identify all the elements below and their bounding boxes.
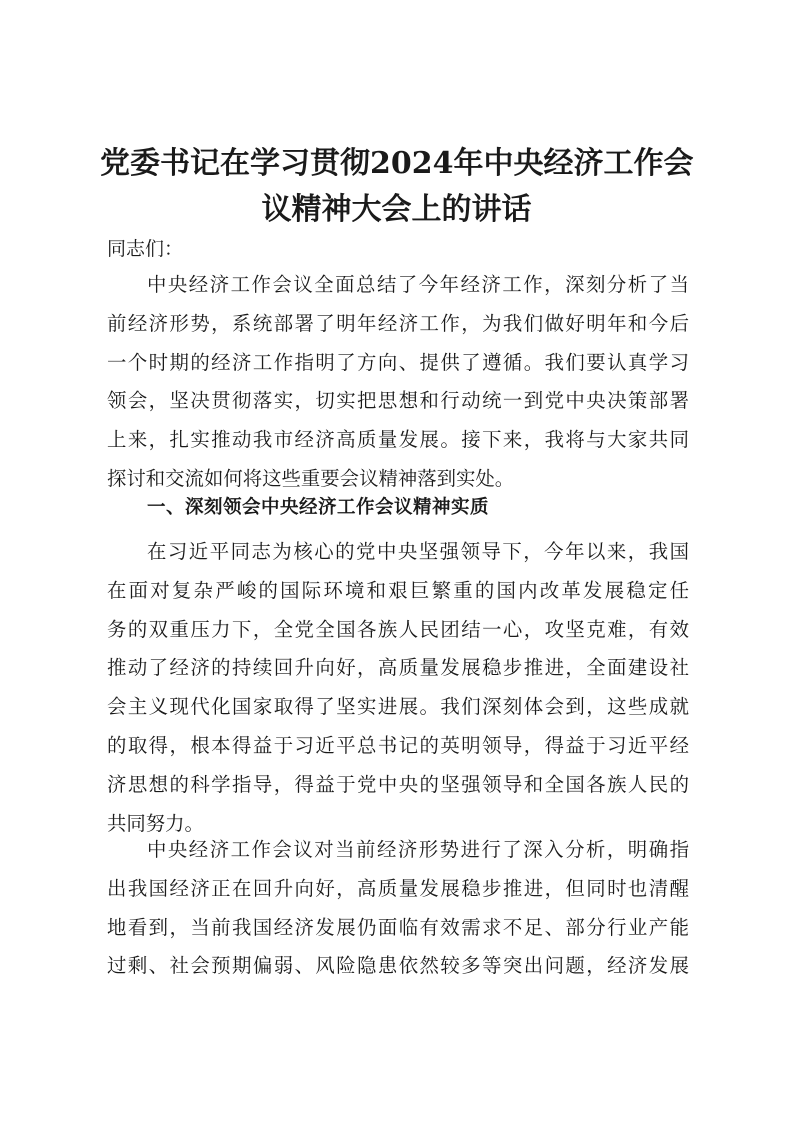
paragraph-line: 出我国经济正在回升向好，高质量发展稳步推进，但同时也清醒 <box>107 876 689 900</box>
paragraph-line: 推动了经济的持续回升向好，高质量发展稳步推进，全面建设社 <box>107 656 689 680</box>
paragraph-line: 济思想的科学指导，得益于党中央的坚强领导和全国各族人民的 <box>107 772 689 796</box>
paragraph-line: 前经济形势，系统部署了明年经济工作，为我们做好明年和今后 <box>107 311 689 335</box>
paragraph-line: 的取得，根本得益于习近平总书记的英明领导，得益于习近平经 <box>107 733 689 757</box>
document-title-line-2: 议精神大会上的讲话 <box>261 192 532 227</box>
salutation: 同志们： <box>107 238 184 260</box>
section-heading: 一、深刻领会中央经济工作会议精神实质 <box>147 497 490 518</box>
paragraph-line: 探讨和交流如何将这些重要会议精神落到实处。 <box>107 466 515 490</box>
paragraph-line: 地看到，当前我国经济发展仍面临有效需求不足、部分行业产能 <box>107 915 689 939</box>
paragraph-line: 共同努力。 <box>107 811 204 835</box>
paragraph-line: 务的双重压力下，全党全国各族人民团结一心，攻坚克难，有效 <box>107 617 689 641</box>
paragraph-line: 会主义现代化国家取得了坚实进展。我们深刻体会到，这些成就 <box>107 695 689 719</box>
paragraph-line: 中央经济工作会议对当前经济形势进行了深入分析，明确指 <box>147 838 689 861</box>
paragraph-2 <box>107 533 689 843</box>
paragraph-1 <box>107 266 689 499</box>
paragraph-line: 一个时期的经济工作指明了方向、提供了遵循。我们要认真学习 <box>107 350 689 374</box>
paragraph-line: 在面对复杂严峻的国际环境和艰巨繁重的国内改革发展稳定任 <box>107 578 689 602</box>
paragraph-line: 中央经济工作会议全面总结了今年经济工作，深刻分析了当 <box>147 273 689 296</box>
paragraph-line: 上来，扎实推动我市经济高质量发展。接下来，我将与大家共同 <box>107 428 689 452</box>
paragraph-line: 领会，坚决贯彻落实，切实把思想和行动统一到党中央决策部署 <box>107 389 689 413</box>
document-title-line-1: 党委书记在学习贯彻2024年中央经济工作会 <box>100 146 694 181</box>
paragraph-line: 在习近平同志为核心的党中央坚强领导下，今年以来，我国 <box>147 540 689 563</box>
paragraph-3 <box>107 831 689 986</box>
paragraph-line: 过剩、社会预期偏弱、风险隐患依然较多等突出问题，经济发展 <box>107 954 689 978</box>
